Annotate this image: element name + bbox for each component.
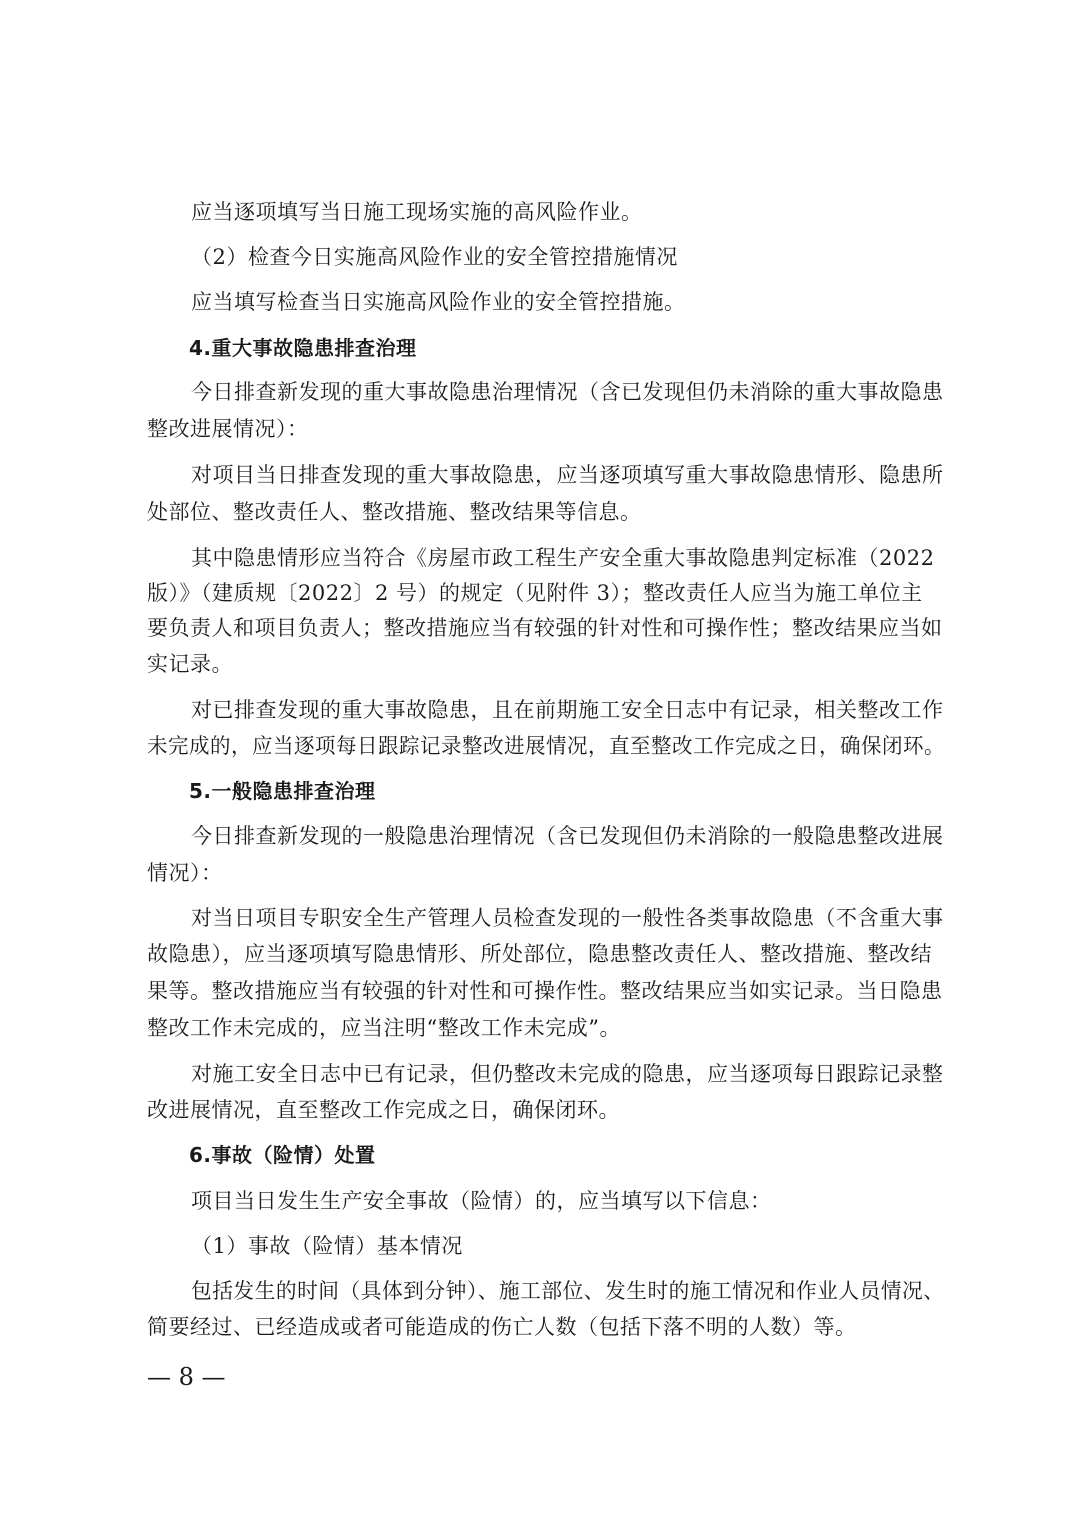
paragraph-line: 故隐患），应当逐项填写隐患情形、所处部位，隐患整改责任人、整改措施、整改结 (147, 942, 932, 966)
section-heading-5: 5.一般隐患排查治理 (189, 779, 376, 803)
page-number: — 8 — (147, 1363, 226, 1391)
paragraph-line: 对已排查发现的重大事故隐患，且在前期施工安全日志中有记录，相关整改工作 (191, 698, 944, 722)
paragraph-line: 情况）： (147, 861, 223, 885)
paragraph-line: 今日排查新发现的重大事故隐患治理情况（含已发现但仍未消除的重大事故隐患 (191, 380, 944, 404)
paragraph-line: 要负责人和项目负责人；整改措施应当有较强的针对性和可操作性；整改结果应当如 (147, 616, 943, 640)
section-heading-6: 6.事故（险情）处置 (189, 1143, 376, 1167)
paragraph-line: 应当填写检查当日实施高风险作业的安全管控措施。 (191, 290, 686, 314)
paragraph-line: 未完成的，应当逐项每日跟踪记录整改进展情况，直至整改工作完成之日，确保闭环。 (147, 734, 945, 758)
paragraph-line: 其中隐患情形应当符合《房屋市政工程生产安全重大事故隐患判定标准（2022 (191, 546, 935, 570)
paragraph-line: 包括发生的时间（具体到分钟）、施工部位、发生时的施工情况和作业人员情况、 (191, 1279, 945, 1303)
paragraph-line: 整改工作未完成的，应当注明“整改工作未完成”。 (147, 1016, 621, 1040)
paragraph-line: 简要经过、已经造成或者可能造成的伤亡人数（包括下落不明的人数）等。 (147, 1315, 857, 1339)
paragraph-line: 今日排查新发现的一般隐患治理情况（含已发现但仍未消除的一般隐患整改进展 (191, 824, 944, 848)
paragraph-line: 对项目当日排查发现的重大事故隐患，应当逐项填写重大事故隐患情形、隐患所 (191, 463, 944, 487)
paragraph-line: 处部位、整改责任人、整改措施、整改结果等信息。 (147, 500, 642, 524)
paragraph-line: 应当逐项填写当日施工现场实施的高风险作业。 (191, 200, 643, 224)
paragraph-line: 改进展情况，直至整改工作完成之日，确保闭环。 (147, 1098, 620, 1122)
paragraph-line: 对施工安全日志中已有记录，但仍整改未完成的隐患，应当逐项每日跟踪记录整 (191, 1062, 944, 1086)
paragraph-line: 整改进展情况）： (147, 417, 309, 441)
paragraph-line: 项目当日发生生产安全事故（险情）的，应当填写以下信息： (191, 1189, 772, 1213)
paragraph-line: （1）事故（险情）基本情况 (191, 1234, 463, 1258)
paragraph-line: （2）检查今日实施高风险作业的安全管控措施情况 (191, 245, 678, 269)
paragraph-line: 版）》（建质规〔2022〕2 号）的规定（见附件 3）；整改责任人应当为施工单位主 (147, 581, 923, 605)
paragraph-line: 果等。整改措施应当有较强的针对性和可操作性。整改结果应当如实记录。当日隐患 (147, 979, 943, 1003)
section-heading-4: 4.重大事故隐患排查治理 (189, 336, 417, 360)
paragraph-line: 实记录。 (147, 652, 233, 676)
paragraph-line: 对当日项目专职安全生产管理人员检查发现的一般性各类事故隐患（不含重大事 (191, 906, 944, 930)
